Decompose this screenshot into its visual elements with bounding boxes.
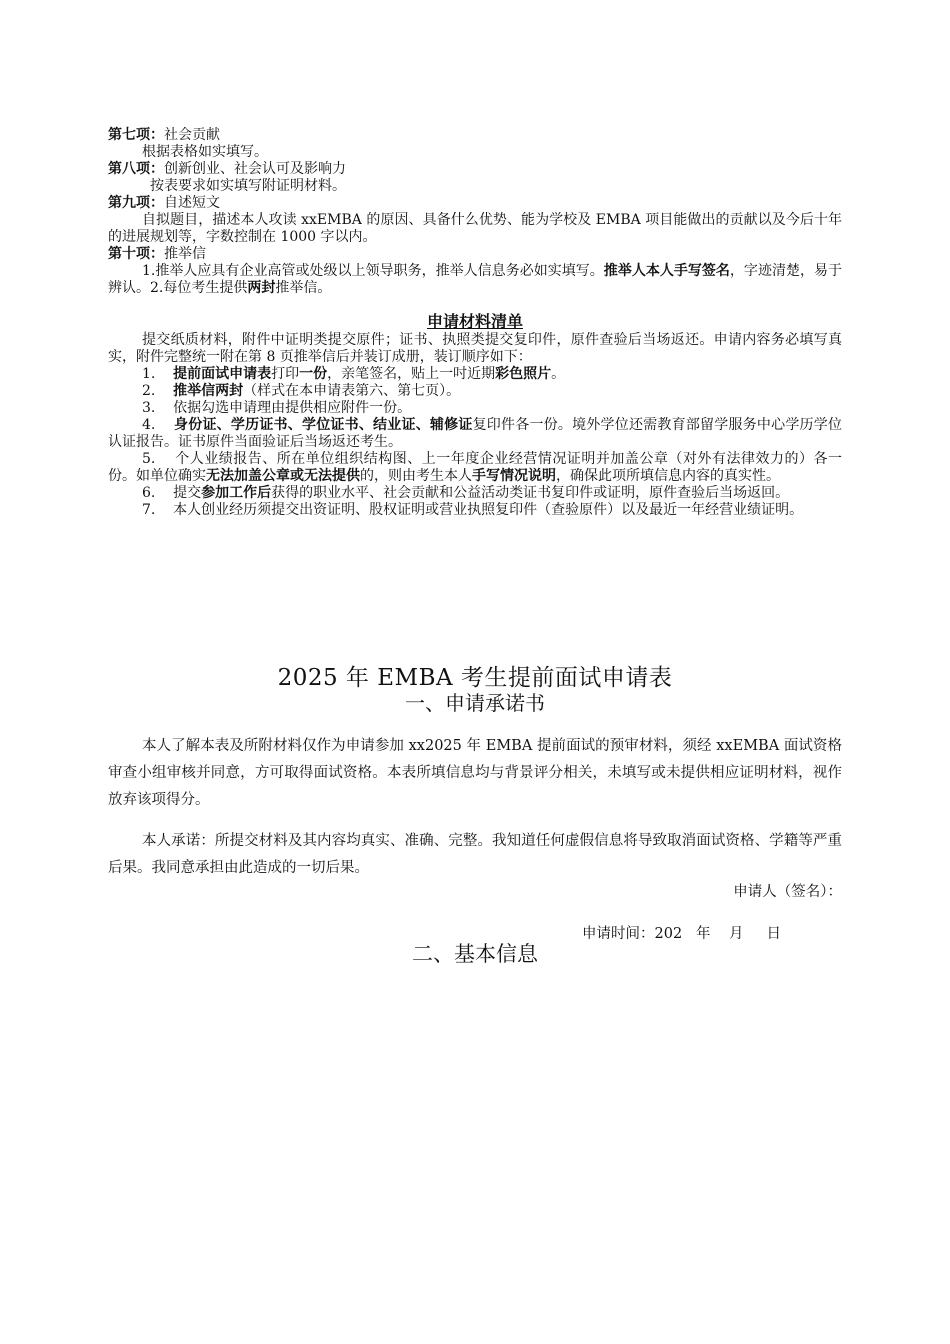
item10-bold-2: 两封 xyxy=(247,280,276,296)
item10-text-1: 1.推举人应具有企业高管或处级以上领导职务，推举人信息务必如实填写。 xyxy=(142,263,604,279)
item10-text-2: ，字迹清楚，易于辨认。2.每位考生提供 xyxy=(108,263,843,296)
entry-text: ，确保此项所填信息内容的真实性。 xyxy=(556,468,780,484)
checklist-entry-1 xyxy=(108,366,842,383)
entry-text: 依据勾选申请理由提供相应附件一份。 xyxy=(173,400,412,416)
entry-bold: 推举信两封 xyxy=(173,383,244,399)
entry-text: 。 xyxy=(551,366,566,382)
checklist-entry-3 xyxy=(108,400,842,417)
item9-title: 自述短文 xyxy=(164,195,220,211)
pledge-paragraph-1: 本人了解本表及所附材料仅作为申请参加 xx2025 年 EMBA 提前面试的预审材料，须经 xxEMBA 面试资格审查小组审核并同意，方可取得面试资格。本表所填信息均与背景评分相关，未填写或未提供相应证明材料，视作放弃该项得分。 xyxy=(108,738,842,808)
item8-title: 创新创业、社会认可及影响力 xyxy=(164,161,346,177)
entry-number: 1. xyxy=(142,366,156,382)
item9-label: 第九项： xyxy=(108,195,164,211)
entry-text: 个人业绩报告、所在单位组织结构图、上一年度企业经营情况证明并加盖公章（对外有法律效力的）各一份。如单位确实 xyxy=(108,451,842,484)
item10-text-3: 推举信。 xyxy=(275,280,332,296)
item10-bold-1: 推举人本人手写签名 xyxy=(603,263,730,279)
entry-text: （样式在本申请表第六、第七页）。 xyxy=(243,383,461,399)
entry-bold: 参加工作后 xyxy=(201,485,272,501)
item10-title: 推举信 xyxy=(164,246,206,262)
entry-number: 7. xyxy=(142,502,156,518)
item10-heading xyxy=(108,246,842,263)
item7-heading xyxy=(108,127,842,144)
application-date-label: 申请时间：202 年 月 日 xyxy=(582,926,781,942)
item7-desc: 根据表格如实填写。 xyxy=(142,144,268,160)
checklist-entry-5 xyxy=(108,451,842,485)
entry-text: 提交 xyxy=(173,485,202,501)
form-title: 2025 年 EMBA 考生提前面试申请表 xyxy=(277,665,673,691)
item10-label: 第十项： xyxy=(108,246,164,262)
pledge-section-heading: 一、申请承诺书 xyxy=(405,691,545,715)
entry-text: 获得的职业水平、社会贡献和公益活动类证书复印件或证明，原件查验后当场返回。 xyxy=(271,485,790,501)
entry-text: ，亲笔签名，贴上一吋近期 xyxy=(327,366,496,382)
pledge-paragraph-2: 本人承诺：所提交材料及其内容均真实、准确、完整。我知道任何虚假信息将导致取消面试资格、学籍等严重后果。我同意承担由此造成的一切后果。 xyxy=(108,833,842,876)
checklist-entry-6 xyxy=(108,485,842,502)
entry-bold: 一份 xyxy=(299,366,328,382)
entry-bold: 无法加盖公章或无法提供 xyxy=(206,468,360,484)
item8-desc: 按表要求如实填写附证明材料。 xyxy=(150,178,346,194)
item10-desc xyxy=(108,263,842,297)
entry-bold: 身份证、学历证书、学位证书、结业证、辅修证 xyxy=(174,417,473,433)
item8-heading xyxy=(108,161,842,178)
entry-number: 6. xyxy=(142,485,156,501)
entry-text: 的，则由考生本人 xyxy=(360,468,472,484)
entry-number: 2. xyxy=(142,383,156,399)
item7-title: 社会贡献 xyxy=(164,127,220,143)
basic-info-heading: 二、基本信息 xyxy=(412,942,538,966)
item7-label: 第七项： xyxy=(108,127,164,143)
entry-number: 3. xyxy=(142,400,156,416)
items-section xyxy=(108,127,842,297)
item9-desc: 自拟题目，描述本人攻读 xxEMBA 的原因、具备什么优势、能为学校及 EMBA 项目能做出的贡献以及今后十年的进展规划等，字数控制在 1000 字以内。 xyxy=(108,212,842,245)
checklist-title: 申请材料清单 xyxy=(426,312,523,331)
checklist-entry-4 xyxy=(108,417,842,451)
item9-heading xyxy=(108,195,842,212)
checklist-entry-7 xyxy=(108,502,842,519)
signature-label: 申请人（签名）： xyxy=(733,884,842,900)
entry-bold: 手写情况说明 xyxy=(472,468,556,484)
entry-text: 打印 xyxy=(271,366,300,382)
entry-text: 本人创业经历须提交出资证明、股权证明或营业执照复印件（查验原件）以及最近一年经营业绩证明。 xyxy=(173,502,804,518)
checklist-intro: 提交纸质材料，附件中证明类提交原件；证书、执照类提交复印件，原件查验后当场返还。申请内容务必填写真实，附件完整统一附在第 8 页推举信后并装订成册，装订顺序如下： xyxy=(108,332,842,365)
entry-number: 5. xyxy=(142,451,156,467)
checklist-section xyxy=(108,332,842,519)
item8-label: 第八项： xyxy=(108,161,164,177)
entry-bold: 提前面试申请表 xyxy=(173,366,272,382)
entry-text: 复印件各一份。境外学位还需教育部留学服务中心学历学位认证报告。证书原件当面验证后当场返还考生。 xyxy=(108,417,842,450)
entry-number: 4. xyxy=(142,417,156,433)
entry-bold: 彩色照片 xyxy=(495,366,552,382)
checklist-entry-2 xyxy=(108,383,842,400)
